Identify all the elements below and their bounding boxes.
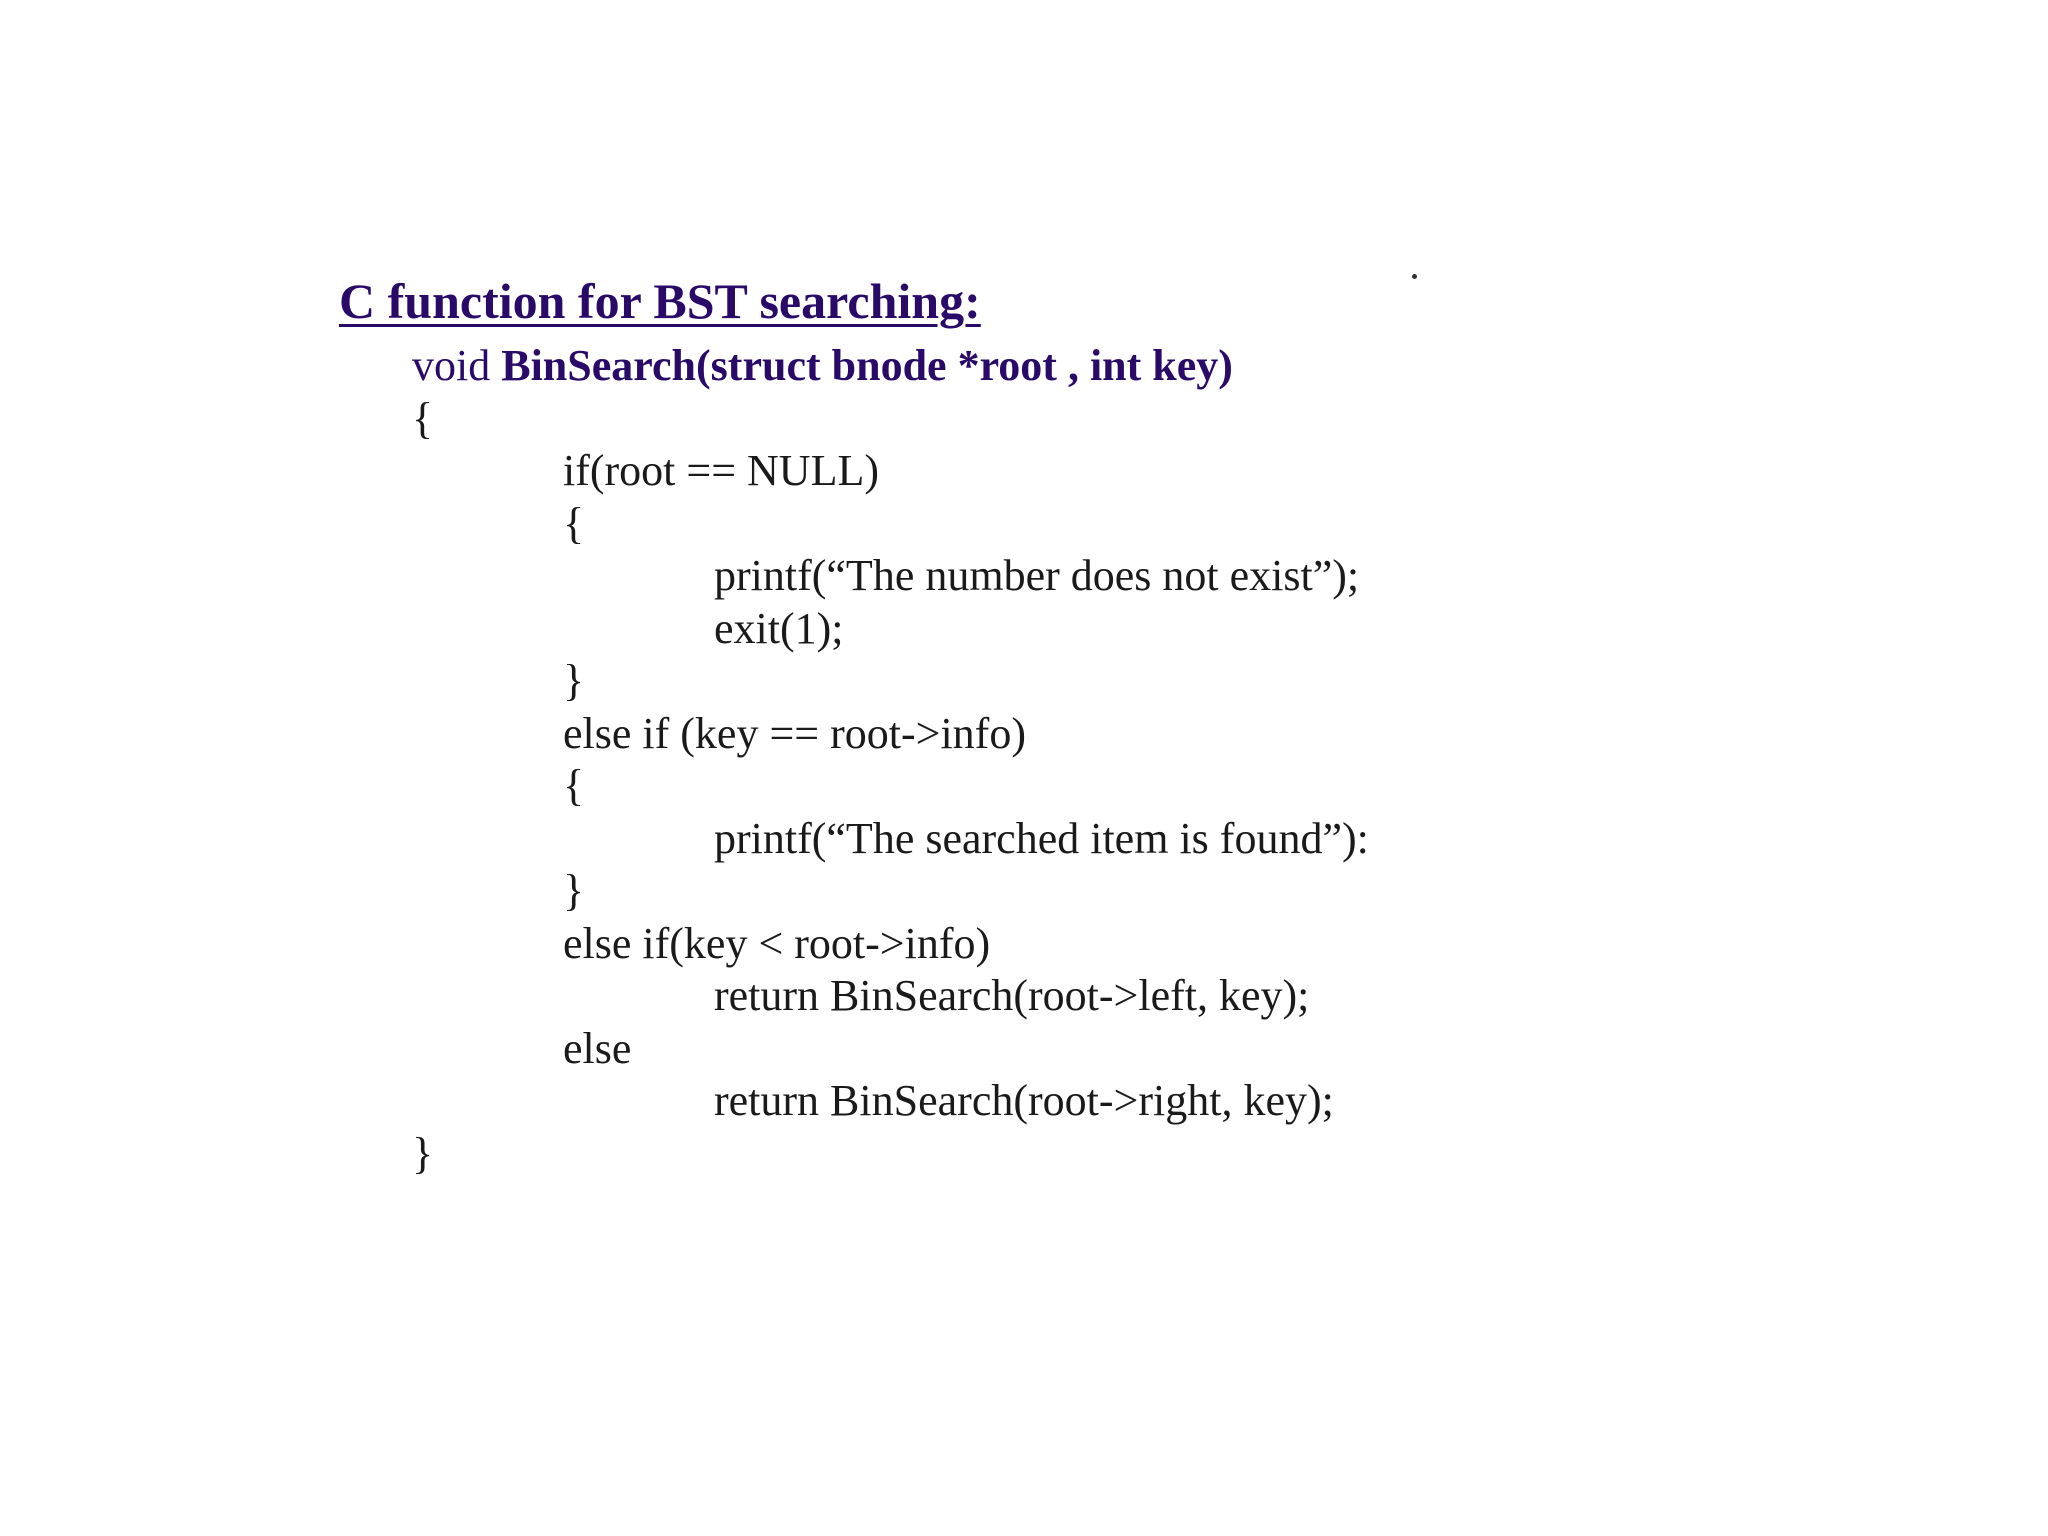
code-line-return-right: return BinSearch(root->right, key);: [714, 1076, 1334, 1125]
code-line-else-if-less: else if(key < root->info): [563, 919, 991, 968]
code-line-return-left: return BinSearch(root->left, key);: [714, 971, 1310, 1020]
code-line-printf-found: printf(“The searched item is found”):: [714, 814, 1369, 863]
signature-keyword: void: [412, 341, 502, 390]
slide-heading: C function for BST searching:: [339, 273, 981, 329]
stray-dot: [1412, 274, 1417, 279]
signature-name: BinSearch(struct bnode *root , int key): [501, 341, 1233, 390]
code-line-open-if-equal: {: [563, 761, 585, 810]
code-line-open-if-null: {: [563, 499, 585, 548]
function-signature: [412, 341, 1233, 392]
code-line-exit: exit(1);: [714, 604, 844, 653]
code-line-printf-not-exist: printf(“The number does not exist”);: [714, 551, 1360, 600]
code-line-else: else: [563, 1024, 632, 1073]
code-line-if-null: if(root == NULL): [563, 446, 879, 495]
code-line-open-function: {: [412, 394, 434, 443]
code-line-close-if-null: }: [563, 656, 585, 705]
code-line-close-function: }: [412, 1129, 434, 1178]
code-line-else-if-equal: else if (key == root->info): [563, 709, 1026, 758]
code-line-close-if-equal: }: [563, 866, 585, 915]
